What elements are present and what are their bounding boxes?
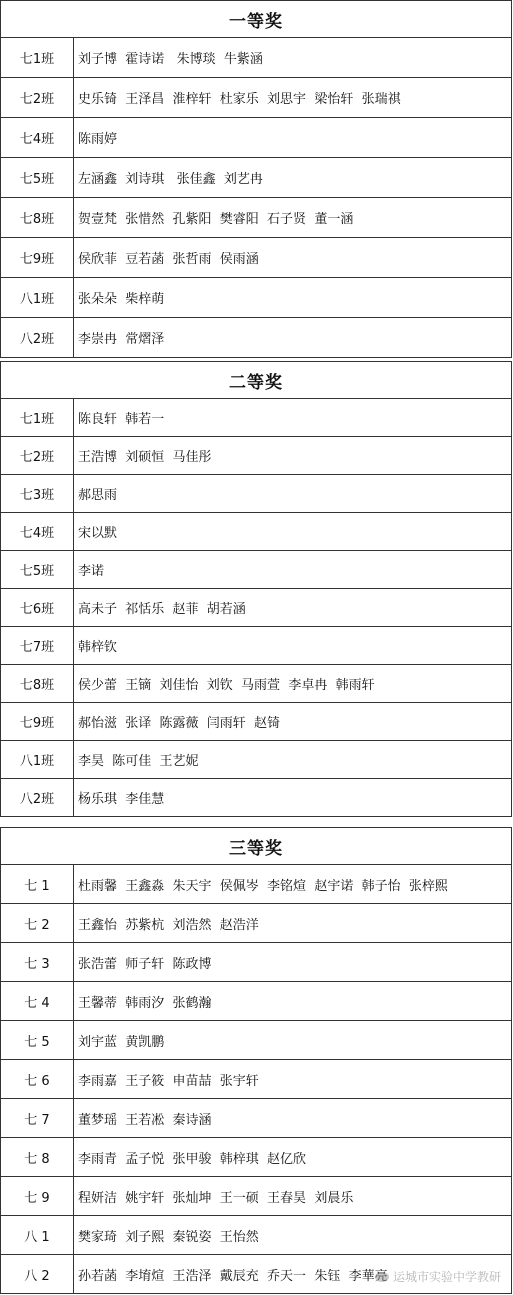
table-row bbox=[0, 1138, 512, 1177]
class-cell: 八1班 bbox=[1, 741, 74, 778]
names-cell: 郝思雨 bbox=[78, 488, 118, 503]
class-cell: 七 6 bbox=[1, 1060, 74, 1098]
table-row bbox=[0, 238, 512, 278]
class-cell: 七 4 bbox=[1, 982, 74, 1020]
names-cell: 史乐锜 王泽昌 淮梓轩 杜家乐 刘思宇 梁怡轩 张瑞祺 bbox=[78, 92, 401, 107]
class-cell: 七 8 bbox=[1, 1138, 74, 1176]
table-row bbox=[0, 158, 512, 198]
table-row bbox=[0, 118, 512, 158]
table-row bbox=[0, 1216, 512, 1255]
names-cell: 陈雨婷 bbox=[78, 132, 118, 147]
class-cell: 八1班 bbox=[1, 278, 74, 317]
names-cell: 高未子 祁恬乐 赵菲 胡若涵 bbox=[78, 602, 246, 617]
class-cell: 七 5 bbox=[1, 1021, 74, 1059]
names-cell: 左涵鑫 刘诗琪 张佳鑫 刘艺冉 bbox=[78, 172, 263, 187]
names-cell: 陈良轩 韩若一 bbox=[78, 412, 165, 427]
table-row bbox=[0, 198, 512, 238]
names-cell: 刘子博 霍诗诺 朱博琰 牛紫涵 bbox=[78, 52, 263, 67]
section-title: 二等奖 bbox=[0, 361, 512, 399]
class-cell: 七4班 bbox=[1, 513, 74, 550]
table-row bbox=[0, 982, 512, 1021]
class-cell: 七 2 bbox=[1, 904, 74, 942]
class-cell: 七8班 bbox=[1, 665, 74, 702]
table-row bbox=[0, 278, 512, 318]
table-row bbox=[0, 38, 512, 78]
class-cell: 七8班 bbox=[1, 198, 74, 237]
names-cell: 杨乐琪 李佳慧 bbox=[78, 792, 165, 807]
names-cell: 张朵朵 柴梓萌 bbox=[78, 292, 165, 307]
names-cell: 贺壹梵 张惜然 孔紫阳 樊睿阳 石子贤 董一涵 bbox=[78, 212, 354, 227]
names-cell: 李雨青 孟子悦 张甲骏 韩梓琪 赵亿欣 bbox=[78, 1151, 307, 1167]
class-cell: 七1班 bbox=[1, 38, 74, 77]
names-cell: 郝怡滋 张译 陈露薇 闫雨轩 赵锜 bbox=[78, 716, 281, 731]
class-cell: 七 7 bbox=[1, 1099, 74, 1137]
class-cell: 七 3 bbox=[1, 943, 74, 981]
class-cell: 八2班 bbox=[1, 318, 74, 357]
names-cell: 刘宇蓝 黄凯鹏 bbox=[78, 1034, 165, 1050]
names-cell: 李雨嘉 王子筱 申苗喆 张宇轩 bbox=[78, 1073, 259, 1089]
table-row bbox=[0, 437, 512, 475]
names-cell: 张浩蕾 师子轩 陈政博 bbox=[78, 956, 212, 972]
table-row bbox=[0, 665, 512, 703]
names-cell: 宋以默 bbox=[78, 526, 118, 541]
class-cell: 八 2 bbox=[1, 1255, 74, 1293]
table-row bbox=[0, 741, 512, 779]
table-row bbox=[0, 551, 512, 589]
names-cell: 王馨蒂 韩雨汐 张鹤瀚 bbox=[78, 995, 212, 1011]
table-row bbox=[0, 779, 512, 817]
names-cell: 樊家琦 刘子熙 秦锐姿 王怡然 bbox=[78, 1229, 259, 1245]
names-cell: 孙若菡 李堉煊 王浩泽 戴辰充 乔天一 朱钰 李華亮 bbox=[78, 1268, 388, 1284]
watermark-text: 运城市实验中学教研 bbox=[392, 1270, 501, 1284]
class-cell: 七9班 bbox=[1, 238, 74, 277]
table-row bbox=[0, 1021, 512, 1060]
class-cell: 七5班 bbox=[1, 158, 74, 197]
class-cell: 七6班 bbox=[1, 589, 74, 626]
table-row bbox=[0, 904, 512, 943]
table-row bbox=[0, 1060, 512, 1099]
class-cell: 七1班 bbox=[1, 399, 74, 436]
names-cell: 王鑫怡 苏紫杭 刘浩然 赵浩洋 bbox=[78, 917, 259, 933]
class-cell: 七 1 bbox=[1, 865, 74, 903]
table-row bbox=[0, 943, 512, 982]
names-cell: 李崇冉 常熠泽 bbox=[78, 332, 165, 347]
section-title: 三等奖 bbox=[0, 827, 512, 865]
names-cell: 李诺 bbox=[78, 564, 105, 579]
table-row bbox=[0, 1177, 512, 1216]
class-cell: 七2班 bbox=[1, 437, 74, 474]
class-cell: 七9班 bbox=[1, 703, 74, 740]
class-cell: 七 9 bbox=[1, 1177, 74, 1215]
table-row bbox=[0, 627, 512, 665]
class-cell: 七5班 bbox=[1, 551, 74, 588]
table-row bbox=[0, 1099, 512, 1138]
class-cell: 八2班 bbox=[1, 779, 74, 816]
table-row bbox=[0, 318, 512, 358]
names-cell: 侯少蕾 王镝 刘佳怡 刘钦 马雨萱 李卓冉 韩雨轩 bbox=[78, 678, 375, 693]
table-row bbox=[0, 703, 512, 741]
table-row bbox=[0, 78, 512, 118]
table-row bbox=[0, 399, 512, 437]
class-cell: 七7班 bbox=[1, 627, 74, 664]
table-row bbox=[0, 475, 512, 513]
class-cell: 七4班 bbox=[1, 118, 74, 157]
class-cell: 七3班 bbox=[1, 475, 74, 512]
table-row bbox=[0, 1255, 512, 1294]
table-row bbox=[0, 589, 512, 627]
names-cell: 侯欣菲 豆若菡 张哲雨 侯雨涵 bbox=[78, 252, 259, 267]
names-cell: 杜雨馨 王鑫淼 朱天宇 侯佩岑 李铭煊 赵宇诺 韩子怡 张梓熙 bbox=[78, 878, 448, 894]
names-cell: 韩梓钦 bbox=[78, 640, 118, 655]
names-cell: 王浩博 刘硕恒 马佳彤 bbox=[78, 450, 212, 465]
names-cell: 程妍洁 姚宇轩 张灿坤 王一硕 王春昊 刘晨乐 bbox=[78, 1190, 354, 1206]
table-row bbox=[0, 865, 512, 904]
names-cell: 李昊 陈可佳 王艺妮 bbox=[78, 754, 199, 769]
names-cell: 董梦瑶 王若凇 秦诗涵 bbox=[78, 1112, 212, 1128]
class-cell: 八 1 bbox=[1, 1216, 74, 1254]
section-title: 一等奖 bbox=[0, 0, 512, 38]
table-row bbox=[0, 513, 512, 551]
class-cell: 七2班 bbox=[1, 78, 74, 117]
